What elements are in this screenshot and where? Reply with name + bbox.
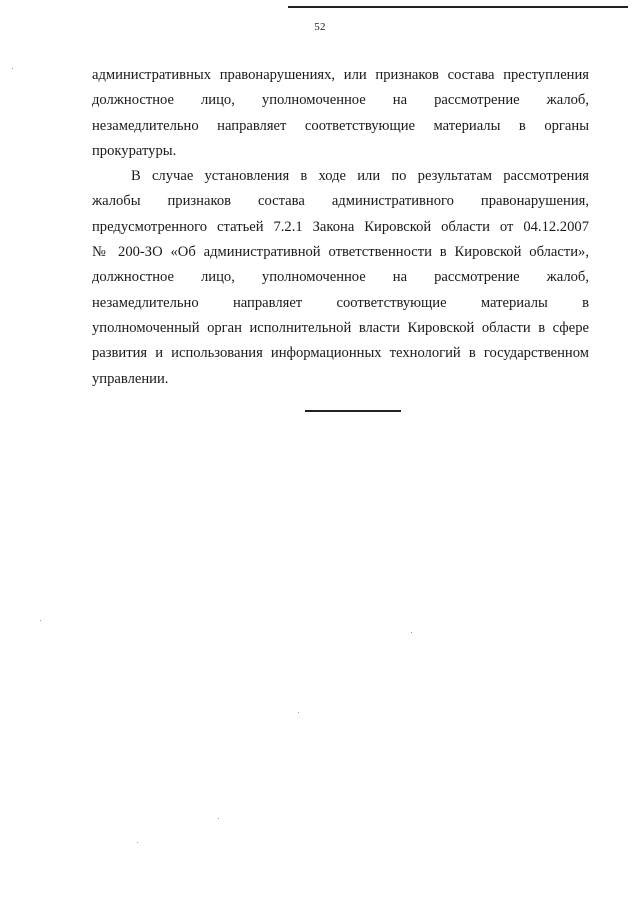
text-line: развития и использования информационных технологий в государственном xyxy=(92,345,589,362)
scan-speck xyxy=(12,68,13,69)
document-body xyxy=(92,63,589,392)
top-border-line xyxy=(288,6,628,8)
text-line: незамедлительно направляет соответствующие материалы в органы xyxy=(92,117,589,134)
text-line: жалобы признаков состава административного правонарушения, xyxy=(92,193,589,210)
text-line: управлении. xyxy=(92,370,169,387)
scan-speck xyxy=(40,620,41,621)
text-line: должностное лицо, уполномоченное на рассмотрение жалоб, xyxy=(92,92,589,109)
text-line: № 200-ЗО «Об административной ответственности в Кировской области», xyxy=(92,244,589,261)
paragraph-it-authority-referral xyxy=(92,164,589,392)
paragraph-prosecutor-referral xyxy=(92,63,589,164)
text-line: должностное лицо, уполномоченное на рассмотрение жалоб, xyxy=(92,269,589,286)
text-line: прокуратуры. xyxy=(92,142,177,159)
text-line: В случае установления в ходе или по результатам рассмотрения xyxy=(131,168,589,185)
text-line: предусмотренного статьей 7.2.1 Закона Кировской области от 04.12.2007 xyxy=(92,218,589,235)
text-line: незамедлительно направляет соответствующие материалы в xyxy=(92,294,589,311)
scan-speck xyxy=(218,818,219,819)
page-number: 52 xyxy=(314,21,326,33)
text-line: административных правонарушениях, или признаков состава преступления xyxy=(92,67,589,83)
scan-speck xyxy=(298,712,299,713)
scan-speck xyxy=(411,632,412,633)
scan-speck xyxy=(137,842,138,843)
text-line: уполномоченный орган исполнительной власти Кировской области в сфере xyxy=(92,319,589,336)
end-of-text-rule xyxy=(305,410,401,412)
